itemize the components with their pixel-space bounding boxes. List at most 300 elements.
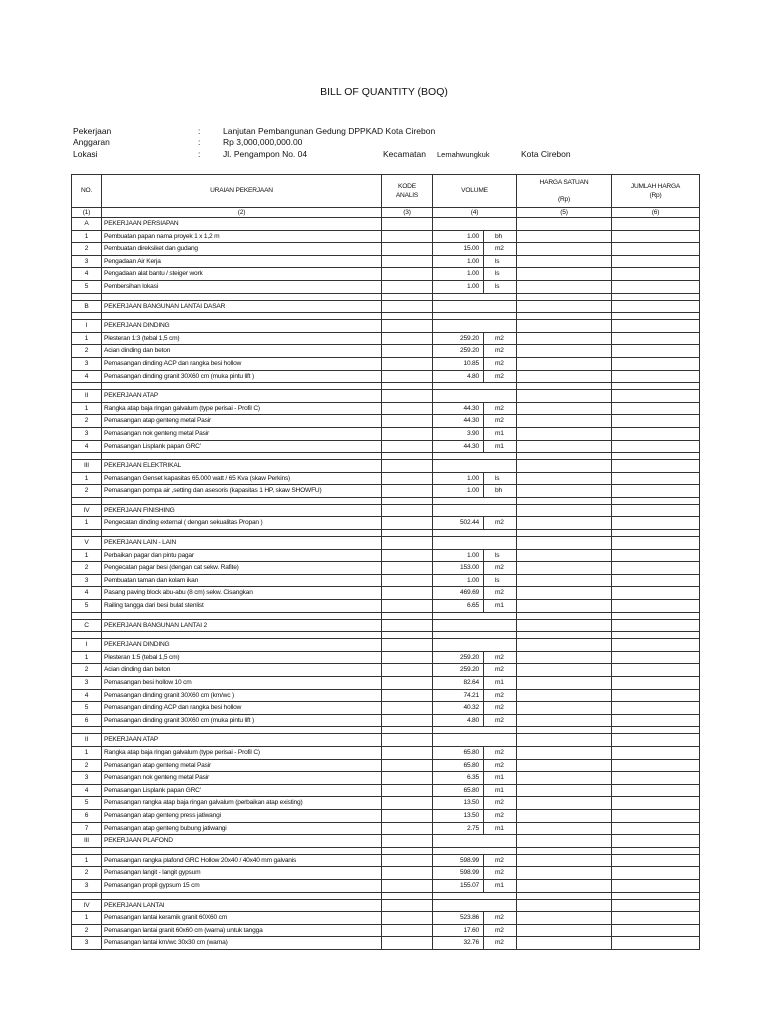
jumlah-harga-cell: [612, 772, 700, 785]
item-row: [72, 472, 700, 485]
volume-value: 153.00: [433, 562, 484, 574]
harga-satuan-cell: [517, 345, 612, 358]
harga-satuan-cell: [517, 784, 612, 797]
empty-cell: [72, 632, 102, 639]
empty-cell: [433, 899, 517, 912]
kecamatan-label: Kecamatan: [383, 149, 426, 159]
empty-cell: [612, 639, 700, 652]
jumlah-harga-cell: [612, 746, 700, 759]
section-code: II: [72, 390, 102, 403]
empty-cell: [382, 293, 433, 300]
harga-satuan-cell: [517, 332, 612, 345]
item-row: [72, 677, 700, 690]
kode-analis-cell: [382, 345, 433, 358]
item-row: [72, 689, 700, 702]
volume-unit: ls: [495, 257, 500, 265]
harga-satuan-cell: [517, 268, 612, 281]
empty-cell: [517, 632, 612, 639]
harga-satuan-cell: [517, 574, 612, 587]
empty-cell: [382, 383, 433, 390]
volume-unit: m2: [495, 589, 504, 597]
section-title: PEKERJAAN LAIN - LAIN: [102, 537, 382, 550]
empty-cell: [517, 313, 612, 320]
harga-satuan-cell: [517, 600, 612, 613]
spacer-row: [72, 612, 700, 619]
item-description: Pemasangan lantai keramik granit 60X60 cm: [102, 912, 382, 925]
empty-cell: [72, 497, 102, 504]
item-description: Pemasangan langit - langit gypsum: [102, 867, 382, 880]
item-row: [72, 651, 700, 664]
jumlah-harga-cell: [612, 268, 700, 281]
item-row: [72, 746, 700, 759]
item-number: 3: [72, 677, 102, 690]
section-title: PEKERJAAN FINISHING: [102, 504, 382, 517]
empty-cell: [517, 218, 612, 231]
empty-cell: [517, 497, 612, 504]
volume-unit: ls: [495, 474, 500, 482]
empty-cell: [102, 847, 382, 854]
empty-cell: [72, 892, 102, 899]
header-kode-line1: KODE: [398, 183, 416, 190]
item-number: 3: [72, 772, 102, 785]
volume-value: 44.30: [433, 403, 484, 415]
jumlah-harga-cell: [612, 759, 700, 772]
empty-cell: [72, 612, 102, 619]
empty-cell: [382, 632, 433, 639]
empty-cell: [517, 460, 612, 473]
empty-cell: [382, 460, 433, 473]
section-code: II: [72, 734, 102, 747]
volume-unit: m2: [495, 372, 504, 380]
item-description: Pemasangan lantai granit 60x60 cm (warna) untuk tangga: [102, 924, 382, 937]
kode-analis-cell: [382, 809, 433, 822]
item-number: 5: [72, 600, 102, 613]
section-title: PEKERJAAN ATAP: [102, 390, 382, 403]
anggaran-label: Anggaran: [73, 137, 110, 147]
item-row: [72, 600, 700, 613]
empty-cell: [517, 383, 612, 390]
harga-satuan-cell: [517, 243, 612, 256]
empty-cell: [612, 293, 700, 300]
empty-cell: [612, 530, 700, 537]
volume-value: 44.30: [433, 441, 484, 453]
header-volume: VOLUME: [433, 175, 517, 208]
harga-satuan-cell: [517, 440, 612, 453]
header-no: NO.: [72, 175, 102, 208]
jumlah-harga-cell: [612, 472, 700, 485]
volume-value: 1.00: [433, 281, 484, 293]
section-title: PEKERJAAN ATAP: [102, 734, 382, 747]
kode-analis-cell: [382, 485, 433, 498]
jumlah-harga-cell: [612, 485, 700, 498]
empty-cell: [102, 497, 382, 504]
spacer-row: [72, 530, 700, 537]
volume-unit: m1: [495, 602, 504, 610]
volume-cell: [433, 243, 517, 256]
empty-cell: [72, 530, 102, 537]
spacer-row: [72, 293, 700, 300]
empty-cell: [382, 320, 433, 333]
harga-satuan-cell: [517, 759, 612, 772]
empty-cell: [433, 293, 517, 300]
spacer-row: [72, 497, 700, 504]
item-number: 1: [72, 746, 102, 759]
section-code: I: [72, 320, 102, 333]
empty-cell: [382, 847, 433, 854]
spacer-row: [72, 892, 700, 899]
boq-body: [72, 218, 700, 950]
section-row: [72, 300, 700, 313]
item-description: Pemasangan propil gypsum 15 cm: [102, 879, 382, 892]
volume-cell: [433, 268, 517, 281]
empty-cell: [382, 537, 433, 550]
empty-cell: [517, 619, 612, 632]
volume-value: 1.00: [433, 268, 484, 280]
jumlah-harga-cell: [612, 332, 700, 345]
jumlah-harga-cell: [612, 587, 700, 600]
item-row: [72, 357, 700, 370]
kode-analis-cell: [382, 924, 433, 937]
harga-satuan-cell: [517, 867, 612, 880]
section-title: PEKERJAAN LANTAI: [102, 899, 382, 912]
section-title: PEKERJAAN ELEKTRIKAL: [102, 460, 382, 473]
item-number: 1: [72, 332, 102, 345]
volume-unit: m2: [495, 869, 504, 877]
empty-cell: [72, 313, 102, 320]
item-description: Plesteran 1:5 (tebal 1,5 cm): [102, 651, 382, 664]
item-description: Pemasangan rangka atap baja ringan galvalum (perbaikan atap existing): [102, 797, 382, 810]
lokasi-value: Jl. Pengampon No. 04: [223, 149, 308, 159]
item-description: Pemasangan nok genteng metal Pasir: [102, 772, 382, 785]
jumlah-harga-cell: [612, 784, 700, 797]
empty-cell: [612, 218, 700, 231]
harga-satuan-cell: [517, 402, 612, 415]
item-description: Pemasangan rangka plafond GRC Hollow 20x40 / 40x40 mm galvanis: [102, 854, 382, 867]
volume-value: 523.86: [433, 912, 484, 924]
section-row: [72, 835, 700, 848]
volume-unit: m1: [495, 824, 504, 832]
item-row: [72, 854, 700, 867]
section-row: [72, 218, 700, 231]
section-code: III: [72, 460, 102, 473]
section-title: PEKERJAAN PLAFOND: [102, 835, 382, 848]
jumlah-harga-cell: [612, 574, 700, 587]
item-row: [72, 415, 700, 428]
volume-cell: [433, 574, 517, 587]
empty-cell: [102, 453, 382, 460]
info-lokasi: [73, 149, 393, 161]
volume-value: 598.99: [433, 855, 484, 867]
volume-cell: [433, 472, 517, 485]
jumlah-harga-cell: [612, 280, 700, 293]
empty-cell: [433, 632, 517, 639]
item-row: [72, 243, 700, 256]
volume-value: 10.85: [433, 358, 484, 370]
item-row: [72, 924, 700, 937]
item-number: 5: [72, 702, 102, 715]
volume-value: 469.69: [433, 587, 484, 599]
jumlah-harga-cell: [612, 255, 700, 268]
empty-cell: [433, 320, 517, 333]
item-row: [72, 549, 700, 562]
volume-cell: [433, 651, 517, 664]
volume-unit: m2: [495, 856, 504, 864]
harga-satuan-cell: [517, 772, 612, 785]
item-number: 2: [72, 415, 102, 428]
empty-cell: [433, 835, 517, 848]
spacer-row: [72, 453, 700, 460]
empty-cell: [102, 892, 382, 899]
item-description: Pengecatan dinding external ( dengan sekualitas Propan ): [102, 517, 382, 530]
item-description: Acian dinding dan beton: [102, 664, 382, 677]
item-number: 4: [72, 370, 102, 383]
jumlah-harga-cell: [612, 370, 700, 383]
item-number: 7: [72, 822, 102, 835]
volume-cell: [433, 797, 517, 810]
volume-value: 65.80: [433, 747, 484, 759]
jumlah-harga-cell: [612, 562, 700, 575]
empty-cell: [102, 727, 382, 734]
harga-satuan-cell: [517, 822, 612, 835]
harga-satuan-cell: [517, 255, 612, 268]
item-description: Acian dinding dan beton: [102, 345, 382, 358]
header-kode-line2: ANALIS: [395, 192, 419, 199]
empty-cell: [382, 504, 433, 517]
empty-cell: [612, 313, 700, 320]
item-number: 1: [72, 854, 102, 867]
empty-cell: [517, 847, 612, 854]
volume-cell: [433, 809, 517, 822]
kode-analis-cell: [382, 562, 433, 575]
item-number: 2: [72, 759, 102, 772]
empty-cell: [517, 453, 612, 460]
empty-cell: [433, 504, 517, 517]
item-description: Pemasangan atap genteng bubung jatiwangi: [102, 822, 382, 835]
kode-analis-cell: [382, 912, 433, 925]
volume-value: 40.32: [433, 702, 484, 714]
volume-unit: ls: [495, 576, 500, 584]
volume-value: 1.00: [433, 256, 484, 268]
section-title: PEKERJAAN PERSIAPAN: [102, 218, 382, 231]
volume-cell: [433, 230, 517, 243]
volume-unit: m2: [495, 404, 504, 412]
volume-value: 1.00: [433, 575, 484, 587]
kode-analis-cell: [382, 797, 433, 810]
boq-table: [71, 174, 700, 950]
empty-cell: [433, 383, 517, 390]
header-jumlah-line2: (Rp): [649, 192, 662, 199]
empty-cell: [382, 218, 433, 231]
item-row: [72, 345, 700, 358]
volume-cell: [433, 784, 517, 797]
empty-cell: [102, 293, 382, 300]
kode-analis-cell: [382, 243, 433, 256]
empty-cell: [433, 300, 517, 313]
jumlah-harga-cell: [612, 879, 700, 892]
volume-cell: [433, 937, 517, 950]
empty-cell: [612, 497, 700, 504]
empty-cell: [517, 899, 612, 912]
kode-analis-cell: [382, 714, 433, 727]
empty-cell: [72, 383, 102, 390]
item-description: Pemasangan dinding granit 30X60 cm (km/wc ): [102, 689, 382, 702]
empty-cell: [382, 530, 433, 537]
item-number: 2: [72, 867, 102, 880]
item-description: Pemasangan dinding ACP dan rangka besi hollow: [102, 702, 382, 715]
empty-cell: [612, 300, 700, 313]
volume-value: 65.80: [433, 760, 484, 772]
item-description: Plesteran 1:3 (tebal 1,5 cm): [102, 332, 382, 345]
volume-value: 1.00: [433, 485, 484, 497]
jumlah-harga-cell: [612, 854, 700, 867]
volume-value: 3.90: [433, 428, 484, 440]
harga-satuan-cell: [517, 562, 612, 575]
empty-cell: [72, 293, 102, 300]
empty-cell: [382, 497, 433, 504]
volume-value: 6.65: [433, 600, 484, 612]
jumlah-harga-cell: [612, 937, 700, 950]
empty-cell: [102, 632, 382, 639]
volume-unit: m2: [495, 926, 504, 934]
spacer-row: [72, 313, 700, 320]
volume-value: 1.00: [433, 550, 484, 562]
item-row: [72, 797, 700, 810]
volume-value: 4.80: [433, 715, 484, 727]
section-row: [72, 537, 700, 550]
item-description: Rangka atap baja ringan galvalum (type perisai - Profil C): [102, 746, 382, 759]
volume-unit: bh: [495, 487, 502, 495]
volume-cell: [433, 345, 517, 358]
item-number: 5: [72, 280, 102, 293]
item-number: 1: [72, 912, 102, 925]
volume-unit: m1: [495, 774, 504, 782]
empty-cell: [612, 453, 700, 460]
harga-satuan-cell: [517, 702, 612, 715]
kode-analis-cell: [382, 854, 433, 867]
header-row: [72, 175, 700, 208]
kode-analis-cell: [382, 280, 433, 293]
harga-satuan-cell: [517, 651, 612, 664]
empty-cell: [612, 390, 700, 403]
jumlah-harga-cell: [612, 924, 700, 937]
item-number: 2: [72, 562, 102, 575]
volume-value: 4.80: [433, 371, 484, 383]
volume-cell: [433, 912, 517, 925]
item-row: [72, 702, 700, 715]
item-row: [72, 772, 700, 785]
item-row: [72, 230, 700, 243]
kode-analis-cell: [382, 784, 433, 797]
harga-satuan-cell: [517, 797, 612, 810]
kode-analis-cell: [382, 937, 433, 950]
item-row: [72, 402, 700, 415]
volume-value: 32.76: [433, 937, 484, 949]
item-description: Rangka atap baja ringan galvalum (type perisai - Profil C): [102, 402, 382, 415]
jumlah-harga-cell: [612, 651, 700, 664]
empty-cell: [517, 835, 612, 848]
item-row: [72, 867, 700, 880]
item-row: [72, 574, 700, 587]
kode-analis-cell: [382, 746, 433, 759]
item-number: 3: [72, 255, 102, 268]
empty-cell: [382, 313, 433, 320]
empty-cell: [72, 847, 102, 854]
item-row: [72, 759, 700, 772]
empty-cell: [102, 612, 382, 619]
jumlah-harga-cell: [612, 345, 700, 358]
volume-cell: [433, 746, 517, 759]
item-description: Pasang paving block abu-abu (8 cm) sekw. Cisangkan: [102, 587, 382, 600]
kode-analis-cell: [382, 574, 433, 587]
jumlah-harga-cell: [612, 440, 700, 453]
item-number: 3: [72, 937, 102, 950]
col-number-5: (5): [517, 208, 612, 218]
section-code: IV: [72, 504, 102, 517]
item-description: Railing tangga dari besi bulat stenlist: [102, 600, 382, 613]
volume-unit: m2: [495, 914, 504, 922]
volume-unit: m2: [495, 716, 504, 724]
volume-cell: [433, 714, 517, 727]
item-row: [72, 485, 700, 498]
item-description: Pembuatan direksiket dan gudang: [102, 243, 382, 256]
item-number: 2: [72, 924, 102, 937]
empty-cell: [517, 612, 612, 619]
empty-cell: [433, 619, 517, 632]
empty-cell: [612, 727, 700, 734]
volume-unit: m2: [495, 691, 504, 699]
kode-analis-cell: [382, 427, 433, 440]
kode-analis-cell: [382, 268, 433, 281]
section-title: PEKERJAAN DINDING: [102, 639, 382, 652]
item-number: 1: [72, 472, 102, 485]
empty-cell: [612, 899, 700, 912]
empty-cell: [433, 727, 517, 734]
item-number: 6: [72, 714, 102, 727]
volume-value: 259.20: [433, 333, 484, 345]
item-description: Pemasangan dinding ACP dan rangka besi hollow: [102, 357, 382, 370]
volume-unit: m1: [495, 881, 504, 889]
colon: :: [198, 126, 201, 136]
section-title: PEKERJAAN DINDING: [102, 320, 382, 333]
volume-cell: [433, 402, 517, 415]
section-title: PEKERJAAN BANGUNAN LANTAI DASAR: [102, 300, 382, 313]
harga-satuan-cell: [517, 427, 612, 440]
volume-cell: [433, 562, 517, 575]
anggaran-value: Rp 3,000,000,000.00: [223, 137, 303, 147]
jumlah-harga-cell: [612, 702, 700, 715]
item-row: [72, 517, 700, 530]
empty-cell: [517, 727, 612, 734]
item-row: [72, 587, 700, 600]
volume-cell: [433, 924, 517, 937]
kode-analis-cell: [382, 517, 433, 530]
jumlah-harga-cell: [612, 867, 700, 880]
empty-cell: [382, 300, 433, 313]
item-row: [72, 912, 700, 925]
volume-value: 15.00: [433, 243, 484, 255]
volume-value: 44.30: [433, 415, 484, 427]
jumlah-harga-cell: [612, 427, 700, 440]
harga-satuan-cell: [517, 472, 612, 485]
item-number: 6: [72, 809, 102, 822]
kode-analis-cell: [382, 677, 433, 690]
empty-cell: [433, 497, 517, 504]
volume-cell: [433, 427, 517, 440]
jumlah-harga-cell: [612, 822, 700, 835]
section-code: C: [72, 619, 102, 632]
section-row: [72, 460, 700, 473]
item-number: 5: [72, 797, 102, 810]
